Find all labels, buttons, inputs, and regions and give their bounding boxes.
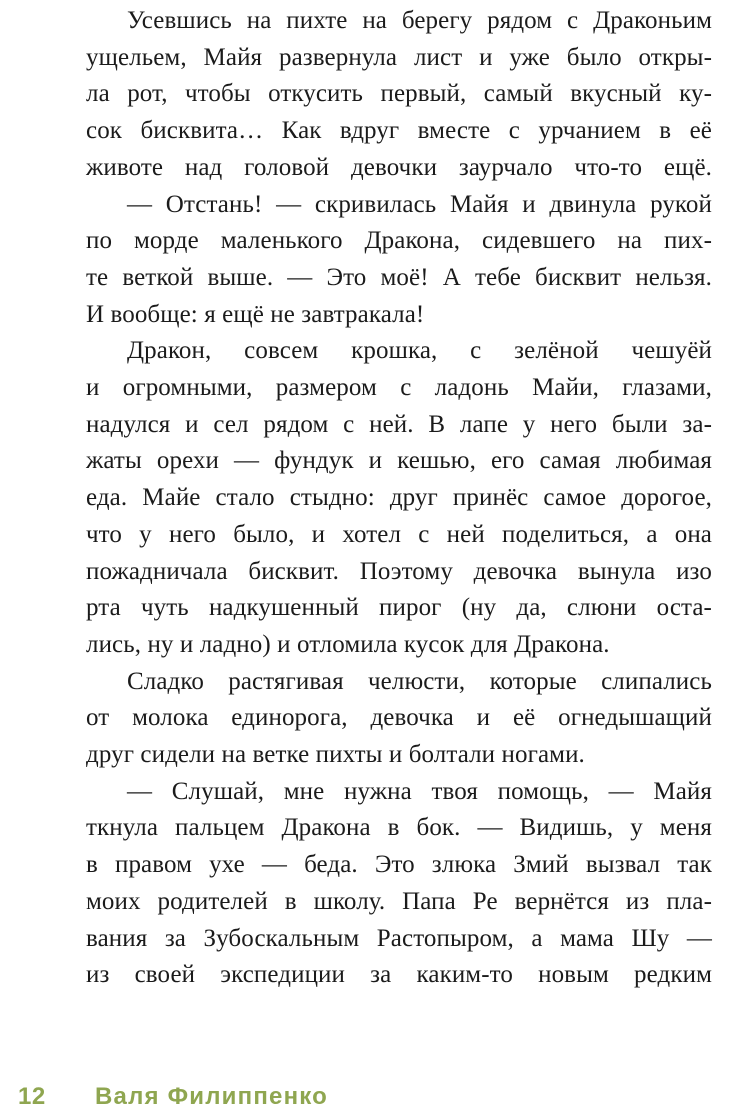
text-line: что у него было, и хотел с ней поделиться, а она bbox=[86, 520, 712, 548]
text-line: вания за Зубоскальным Растопыром, а мама Шу — bbox=[86, 924, 712, 952]
text-line: от молока единорога, девочка и её огнедышащий bbox=[86, 704, 712, 732]
text-line: и огромными, размером с ладонь Майи, глазами, bbox=[86, 374, 712, 402]
text-line: моих родителей в школу. Папа Ре вернётся из пла- bbox=[86, 887, 712, 915]
text-line: из своей экспедиции за каким-то новым редким bbox=[86, 961, 712, 989]
text-line: по морде маленького Дракона, сидевшего на пих- bbox=[86, 227, 712, 255]
text-line: животе над головой девочки заурчало что-то ещё. bbox=[86, 153, 712, 181]
text-line: пожадничала бисквит. Поэтому девочка вынула изо bbox=[86, 557, 712, 585]
text-line: ущельем, Майя развернула лист и уже было откры- bbox=[86, 43, 712, 71]
page-number: 12 bbox=[18, 1083, 46, 1110]
text-line: Дракон, совсем крошка, с зелёной чешуёй bbox=[127, 337, 712, 365]
text-line: еда. Майе стало стыдно: друг принёс самое дорогое, bbox=[86, 484, 712, 512]
text-line: надулся и сел рядом с ней. В лапе у него были за- bbox=[86, 410, 712, 438]
text-line: И вообще: я ещё не завтракала! bbox=[86, 300, 425, 328]
text-line: в правом ухе — беда. Это злюка Змий вызвал так bbox=[86, 851, 712, 879]
author-name: Валя Филиппенко bbox=[95, 1083, 329, 1110]
page-footer bbox=[0, 1083, 750, 1113]
text-line: рта чуть надкушенный пирог (ну да, слюни оста- bbox=[86, 594, 712, 622]
text-line: лись, ну и ладно) и отломила кусок для Дракона. bbox=[86, 630, 610, 658]
text-line: — Отстань! — скривилась Майя и двинула рукой bbox=[127, 190, 712, 218]
body-text bbox=[86, 3, 712, 994]
text-line: — Слушай, мне нужна твоя помощь, — Майя bbox=[127, 777, 712, 805]
text-line: те веткой выше. — Это моё! А тебе бисквит нельзя. bbox=[86, 263, 712, 291]
text-line: жаты орехи — фундук и кешью, его самая любимая bbox=[86, 447, 712, 475]
text-line: ла рот, чтобы откусить первый, самый вкусный ку- bbox=[86, 80, 712, 108]
text-line: Сладко растягивая челюсти, которые слипались bbox=[127, 667, 712, 695]
text-line: друг сидели на ветке пихты и болтали ногами. bbox=[86, 741, 585, 769]
text-line: ткнула пальцем Дракона в бок. — Видишь, у меня bbox=[86, 814, 712, 842]
text-line: сок бисквита… Как вдруг вместе с урчанием в её bbox=[86, 117, 712, 145]
text-line: Усевшись на пихте на берегу рядом с Драконьим bbox=[127, 7, 712, 34]
